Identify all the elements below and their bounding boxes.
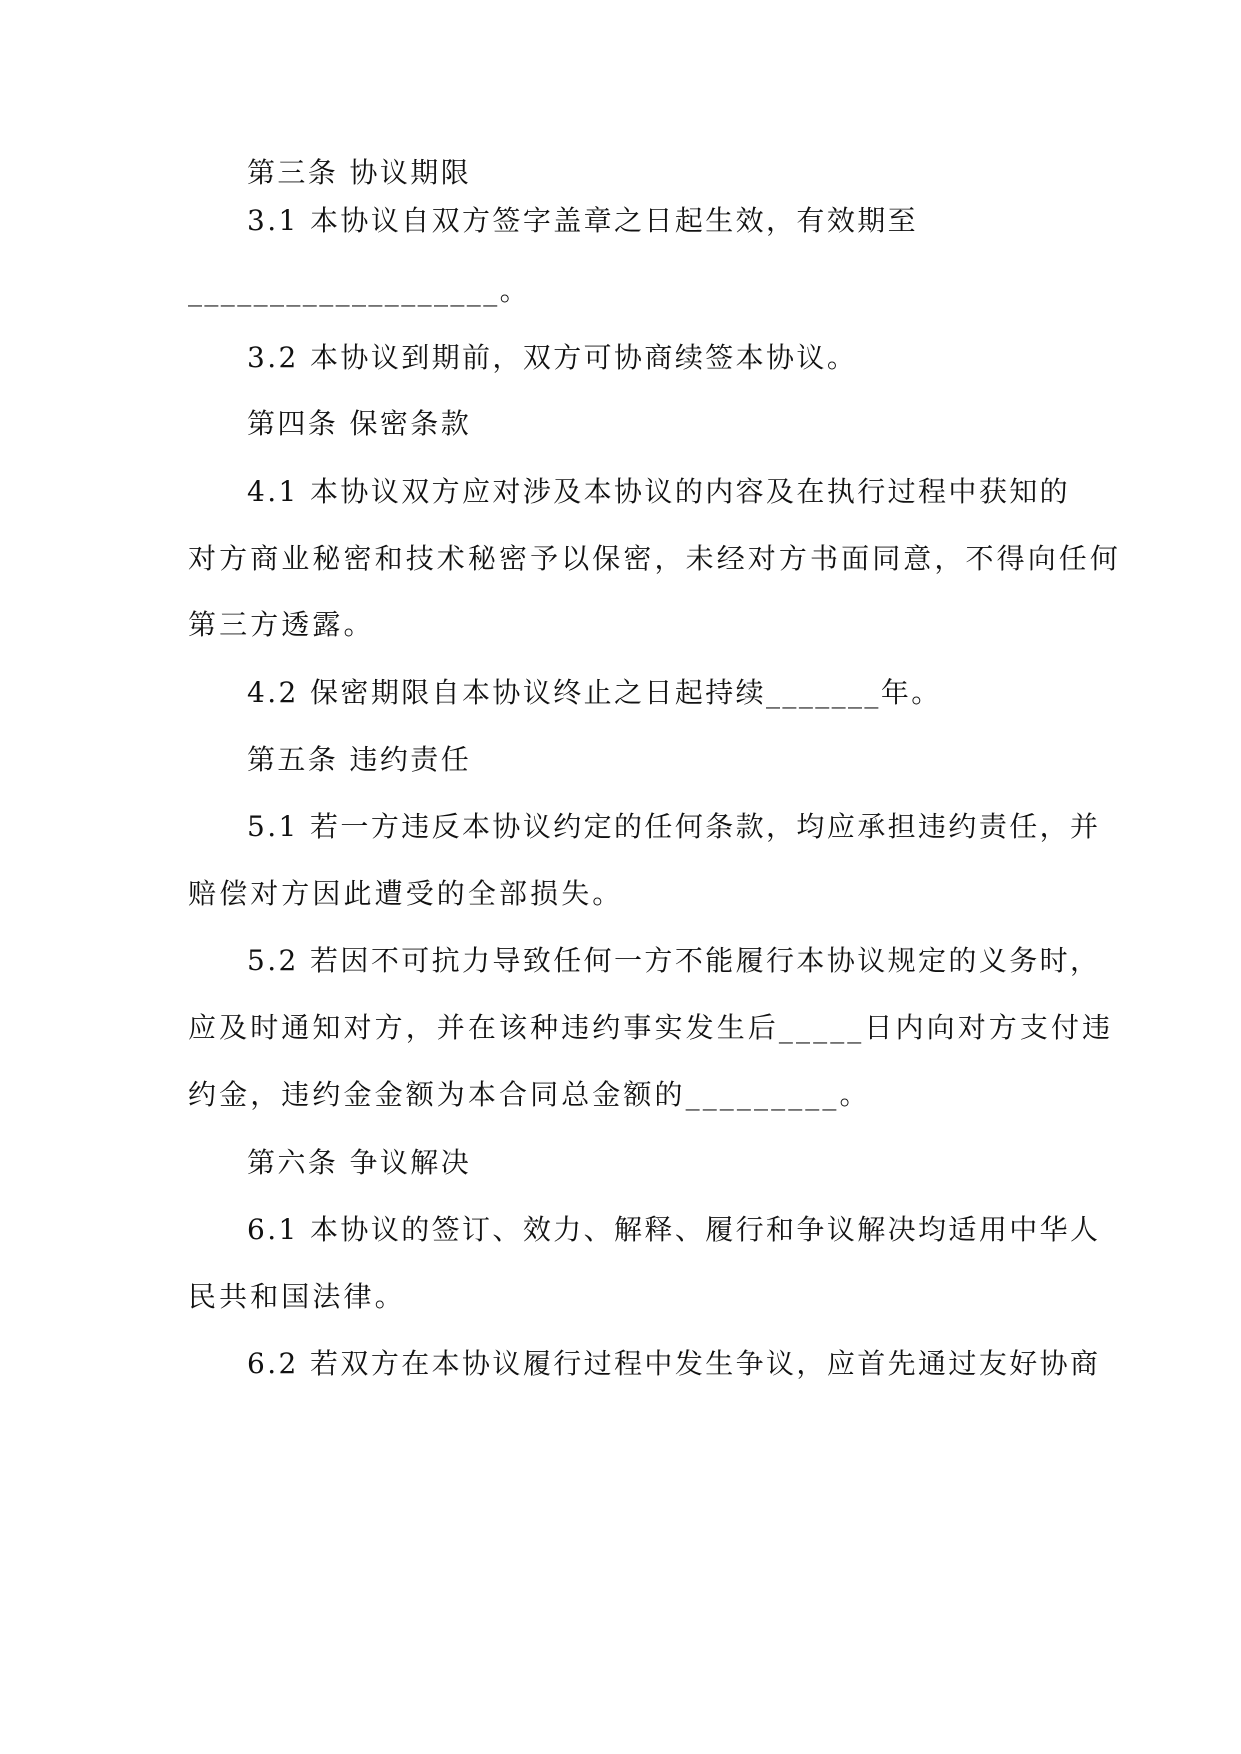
clause-3-1-blank: ___________________。 [188,274,530,307]
clause-3-2: 3.2 本协议到期前，双方可协商续签本协议。 [247,341,858,374]
clause-5-1-cont: 赔偿对方因此遭受的全部损失。 [188,877,624,910]
article-5-heading: 第五条 违约责任 [247,743,472,776]
clause-4-1: 4.1 本协议双方应对涉及本协议的内容及在执行过程中获知的 [247,475,1071,508]
clause-6-1: 6.1 本协议的签订、效力、解释、履行和争议解决均适用中华人 [247,1213,1101,1246]
article-3-heading: 第三条 协议期限 [247,156,472,189]
clause-4-1-cont-1: 对方商业秘密和技术秘密予以保密，未经对方书面同意，不得向任何 [188,542,1122,575]
clause-5-2-cont-2: 约金，违约金金额为本合同总金额的_________。 [188,1078,871,1111]
article-6-heading: 第六条 争议解决 [247,1146,472,1179]
clause-5-1: 5.1 若一方违反本协议约定的任何条款，均应承担违约责任，并 [247,810,1101,843]
clause-6-1-cont: 民共和国法律。 [188,1280,406,1313]
clause-3-1: 3.1 本协议自双方签字盖章之日起生效，有效期至 [247,204,919,237]
clause-5-2: 5.2 若因不可抗力导致任何一方不能履行本协议规定的义务时， [247,944,1101,977]
clause-4-1-cont-2: 第三方透露。 [188,608,375,641]
clause-4-2: 4.2 保密期限自本协议终止之日起持续_______年。 [247,676,942,709]
article-4-heading: 第四条 保密条款 [247,407,472,440]
clause-6-2: 6.2 若双方在本协议履行过程中发生争议，应首先通过友好协商 [247,1347,1101,1380]
clause-5-2-cont-1: 应及时通知对方，并在该种违约事实发生后_____日内向对方支付违 [188,1011,1114,1044]
